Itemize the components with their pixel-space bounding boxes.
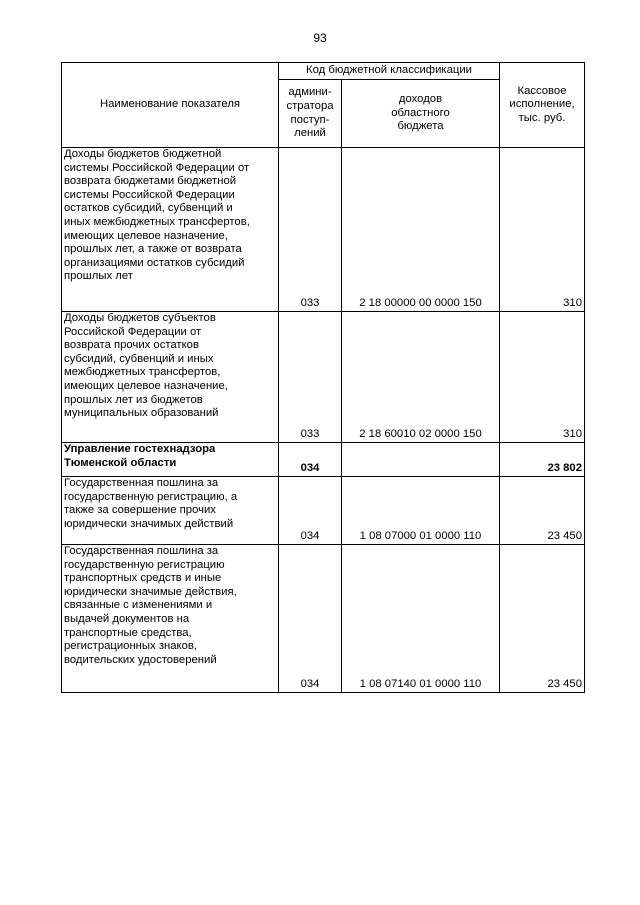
row-administrator-code: 034 <box>279 477 342 545</box>
row-indicator-name: Государственная пошлина за государственную регистрацию, а также за совершение прочих юридически значимых действий <box>62 477 279 545</box>
row-amount: 23 450 <box>500 477 585 545</box>
header-administrator-code: админи- стратора поступ- лений <box>279 80 342 148</box>
table-row <box>62 545 585 693</box>
header-income-code: доходов областного бюджета <box>342 80 500 148</box>
row-amount: 310 <box>500 312 585 443</box>
row-amount: 23 450 <box>500 545 585 693</box>
row-indicator-name: Государственная пошлина за государственную регистрацию транспортных средств и иные юридически значимые действия, связанные с изменениями и выдачей документов на транспортные средства, регистрационных знаков, водительских удостоверений <box>62 545 279 693</box>
table-row <box>62 312 585 443</box>
table-row <box>62 477 585 545</box>
row-administrator-code: 034 <box>279 545 342 693</box>
row-indicator-name: Доходы бюджетов бюджетной системы Российской Федерации от возврата бюджетами бюджетной системы Российской Федерации остатков субсидий, субвенций и иных межбюджетных трансфертов, имеющих целевое назначение, прошлых лет, а также от возврата организациями остатков субсидий прошлых лет <box>62 148 279 312</box>
row-amount: 23 802 <box>500 443 585 477</box>
row-income-code <box>342 443 500 477</box>
row-income-code: 2 18 60010 02 0000 150 <box>342 312 500 443</box>
row-administrator-code: 033 <box>279 148 342 312</box>
row-income-code: 1 08 07000 01 0000 110 <box>342 477 500 545</box>
row-income-code: 2 18 00000 00 0000 150 <box>342 148 500 312</box>
row-indicator-name: Управление гостехнадзора Тюменской области <box>62 443 279 477</box>
row-administrator-code: 034 <box>279 443 342 477</box>
row-income-code: 1 08 07140 01 0000 110 <box>342 545 500 693</box>
row-amount: 310 <box>500 148 585 312</box>
header-indicator-name: Наименование показателя <box>62 63 279 148</box>
header-classification-code: Код бюджетной классификации <box>279 63 500 80</box>
row-administrator-code: 033 <box>279 312 342 443</box>
row-indicator-name: Доходы бюджетов субъектов Российской Федерации от возврата прочих остатков субсидий, субвенций и иных межбюджетных трансфертов, имеющих целевое назначение, прошлых лет из бюджетов муниципальных образований <box>62 312 279 443</box>
table-row <box>62 148 585 312</box>
budget-table <box>61 62 585 693</box>
header-cash-execution: Кассовое исполнение, тыс. руб. <box>500 63 585 148</box>
page-number: 93 <box>313 31 327 45</box>
table-row <box>62 443 585 477</box>
